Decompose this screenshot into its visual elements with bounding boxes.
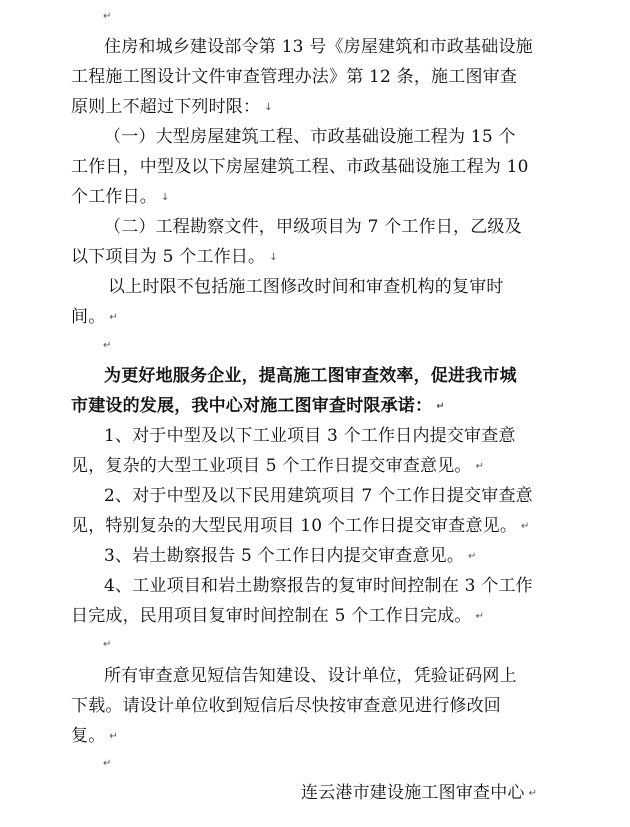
regulation-note-line-1: 以上时限不包括施工图修改时间和审查机构的复审时: [108, 277, 504, 297]
paragraph-mark: ↵: [103, 758, 112, 769]
regulation-item-2-line-1: （二）工程勘察文件，甲级项目为 7 个工作日，乙级及: [104, 217, 522, 237]
paragraph-mark: ↵: [109, 312, 118, 323]
paragraph-mark: ↵: [475, 611, 485, 622]
paragraph-mark: ↵: [521, 521, 530, 532]
commitment-4-line-2: 日完成，民用项目复审时间控制在 5 个工作日完成。 ↵: [71, 606, 485, 626]
regulation-item-1-line-2: 工作日，中型及以下房屋建筑工程、市政基础设施工程为 10: [71, 157, 529, 177]
commitment-2-line-1: 2、对于中型及以下民用建筑项目 7 个工作日提交审查意: [104, 486, 533, 506]
commitment-3-line-1: 3、岩土勘察报告 5 个工作日内提交审查意见。 ↵: [104, 546, 477, 566]
commitment-4-line-1: 4、工业项目和岩土勘察报告的复审时间控制在 3 个工作: [104, 576, 533, 596]
commitment-heading-line-2: 市建设的发展，我中心对施工图审查时限承诺： ↵: [71, 396, 445, 416]
regulation-intro-line-1: 住房和城乡建设部令第 13 号《房屋建筑和市政基础设施: [104, 37, 533, 57]
commitment-1-line-2: 见，复杂的大型工业项目 5 个工作日提交审查意见。 ↵: [71, 456, 485, 476]
regulation-item-2-line-2: 以下项目为 5 个工作日。 ↓: [71, 247, 278, 267]
regulation-intro-line-3: 原则上不超过下列时限： ↓: [71, 97, 273, 117]
paragraph-mark: ↵: [436, 401, 445, 412]
notice-line-1: 所有审查意见短信告知建设、设计单位，凭验证码网上: [104, 666, 517, 686]
notice-line-3: 复。 ↵: [71, 726, 118, 746]
line-break-mark: ↓: [264, 102, 273, 113]
line-break-mark: ↓: [161, 192, 170, 203]
commitment-1-line-1: 1、对于中型及以下工业项目 3 个工作日内提交审查意: [104, 426, 516, 446]
paragraph-mark: ↵: [103, 639, 112, 650]
signature-organization: 连云港市建设施工图审查中心 ↵: [301, 783, 538, 803]
commitment-heading-line-1: 为更好地服务企业，提高施工图审查效率，促进我市城: [104, 366, 517, 386]
line-break-mark: ↓: [269, 252, 278, 263]
regulation-item-1-line-1: （一）大型房屋建筑工程、市政基础设施工程为 15 个: [104, 127, 516, 147]
regulation-intro-line-2: 工程施工图设计文件审查管理办法》第 12 条，施工图审查: [71, 67, 518, 87]
regulation-note-line-2: 间。 ↵: [71, 307, 118, 327]
notice-line-2: 下载。请设计单位收到短信后尽快按审查意见进行修改回: [71, 696, 501, 716]
paragraph-mark: ↵: [468, 551, 477, 562]
paragraph-mark: ↵: [109, 731, 118, 742]
paragraph-mark: ↵: [103, 340, 112, 351]
regulation-item-1-line-3: 个工作日。 ↓: [71, 187, 170, 207]
commitment-2-line-2: 见，特别复杂的大型民用项目 10 个工作日提交审查意见。 ↵: [71, 516, 530, 536]
paragraph-mark: ↵: [475, 461, 485, 472]
paragraph-mark: ↵: [103, 11, 112, 22]
paragraph-mark: ↵: [528, 788, 538, 799]
